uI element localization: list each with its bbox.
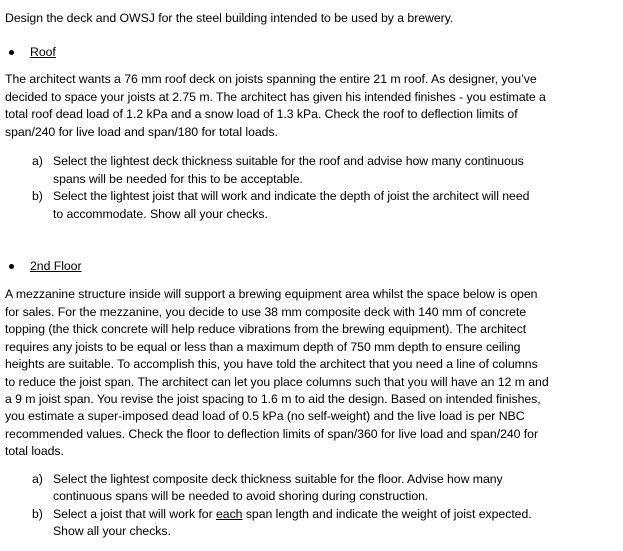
- emphasis-text: each: [216, 507, 243, 521]
- floor-para-line: total loads.: [5, 444, 64, 458]
- floor-para-line: you estimate a super-imposed dead load of 0.5 kPa (no self-weight) and the live load is per NBC: [5, 409, 525, 423]
- list-item-text: span length and indicate the weight of joist expected.: [242, 507, 532, 521]
- roof-heading: Roof: [30, 45, 56, 59]
- roof-para-line: total roof dead load of 1.2 kPa and a snow load of 1.3 kPa. Check the roof to deflection limits of: [5, 107, 518, 121]
- bullet-icon: [9, 264, 14, 269]
- floor-para-line: a 9 m joist span. You revise the joist spacing to 1.6 m to aid the design. Based on intended finishes,: [5, 392, 541, 406]
- roof-para-line: decided to space your joists at 2.75 m. The architect has given his intended finishes - you estimate a: [5, 90, 546, 104]
- list-item-line: to accommodate. Show all your checks.: [53, 207, 268, 221]
- roof-para-line: The architect wants a 76 mm roof deck on joists spanning the entire 21 m roof. As designer, you’ve: [5, 72, 537, 86]
- list-item-line: spans will be needed for this to be acceptable.: [53, 172, 303, 186]
- floor-para-line: requires any joists to be equal or less than a maximum depth of 750 mm depth to ensure ceiling: [5, 340, 521, 354]
- floor-para-line: for sales. For the mezzanine, you decide to use 38 mm composite deck with 140 mm of concrete: [5, 305, 526, 319]
- list-item-line: Show all your checks.: [53, 524, 171, 538]
- floor-para-line: heights are suitable. To accomplish this, you have told the architect that you need a line of columns: [5, 357, 538, 371]
- floor-para-line: A mezzanine structure inside will support a brewing equipment area whilst the space below is open: [5, 287, 538, 301]
- list-marker: a): [32, 154, 43, 168]
- list-marker: b): [32, 507, 43, 521]
- list-item-line: Select the lightest joist that will work and indicate the depth of joist the architect will need: [53, 189, 530, 203]
- list-item-line: Select the lightest composite deck thickness suitable for the floor. Advise how many: [53, 472, 503, 486]
- list-item-line: [53, 506, 532, 523]
- list-marker: b): [32, 189, 43, 203]
- list-marker: a): [32, 472, 43, 486]
- floor-para-line: recommended values. Check the floor to deflection limits of span/360 for live load and span/240 for: [5, 427, 539, 441]
- roof-para-line: span/240 for live load and span/180 for total loads.: [5, 125, 278, 139]
- list-item-text: Select a joist that will work for: [53, 507, 216, 521]
- list-item-line: Select the lightest deck thickness suitable for the roof and advise how many continuous: [53, 154, 524, 168]
- list-item-line: continuous spans will be needed to avoid shoring during construction.: [53, 489, 429, 503]
- intro-line: Design the deck and OWSJ for the steel building intended to be used by a brewery.: [5, 11, 454, 25]
- bullet-icon: [9, 50, 14, 55]
- floor-para-line: to reduce the joist span. The architect can let you place columns such that you will have an 12 m and: [5, 375, 549, 389]
- floor-para-line: topping (the thick concrete will help reduce vibrations from the brewing equipment). The architect: [5, 322, 527, 336]
- floor-heading: 2nd Floor: [30, 259, 82, 273]
